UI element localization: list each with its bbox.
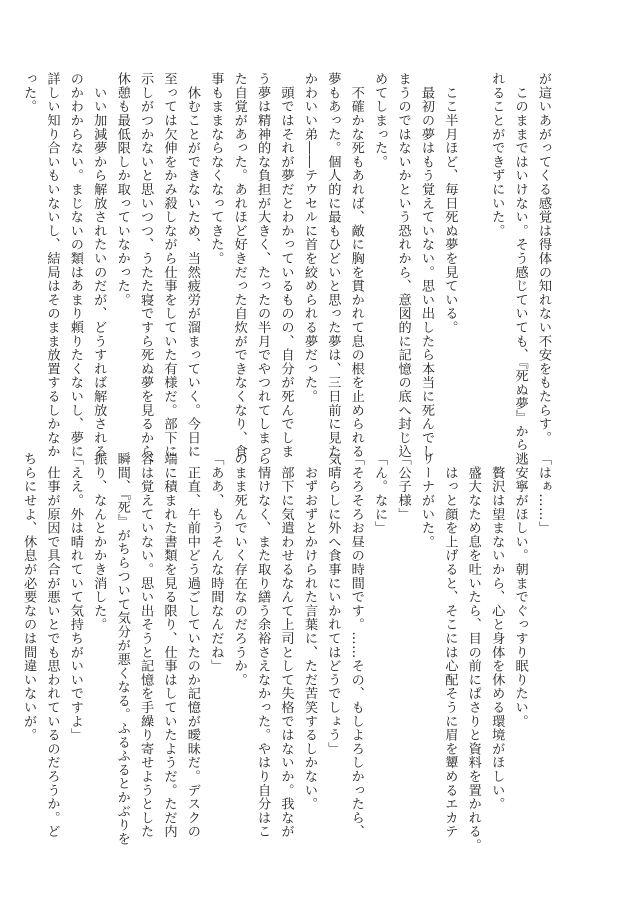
text-line: 事もままならなくなってきた。 (208, 72, 224, 266)
upper-text-block (17, 72, 555, 473)
lower-text-block (17, 452, 555, 853)
text-line: ここ半月ほど、毎日死ぬ夢を見ている。 (442, 72, 458, 335)
text-line: 不確かな死もあれば、敵に胸を貫かれて息の根を止められる (348, 72, 364, 459)
text-line: 仕事が原因で具合が悪いとでも思われているのだろうか。ど (44, 452, 60, 839)
text-line: はっと顔を上げると、そこには心配そうに眉を顰めるエカテ (442, 452, 458, 839)
text-line: 「公子様」 (395, 452, 411, 521)
text-line: 振り、なんとかかき消した。 (91, 452, 107, 632)
text-line: 安寧がほしい。朝までぐっすり眠りたい。 (512, 452, 528, 728)
text-line: 盛大なため息を吐いたら、目の前にぱさりと資料を置かれる。 (465, 452, 481, 853)
text-line: いい加減夢から解放されたいのだが、どうすれば解放される (91, 72, 107, 459)
text-line: のかわからない。まじないの類はあまり頼りたくないし、夢に (67, 72, 83, 459)
text-line: 瞬間、『死』がちらついて気分が悪くなる。ふるふるとかぶりを (114, 452, 130, 846)
text-line: 休むことができないため、当然疲労が溜まっていく。今日に (184, 72, 200, 459)
text-line: 頭ではそれが夢だとわかっているものの、自分が死んでしま (278, 72, 294, 459)
text-line: った。 (21, 72, 37, 114)
text-line: リーナがいた。 (418, 452, 434, 549)
text-line: 「ああ、もうそんな時間なんだね」 (208, 452, 224, 673)
text-line: 示しがつかないと思いつつ、うたた寝ですら死ぬ夢を見るから、 (138, 72, 154, 473)
text-line: 夢もあった。個人的に最もひどいと思った夢は、三日前に見た (325, 72, 341, 459)
text-line: 休憩も最低限しか取っていなかった。 (114, 72, 130, 307)
text-line: ら情けなく、また取り繕う余裕さえなかった。やはり自分はこ (255, 452, 271, 839)
text-line: 詳しい知り合いもいないし、結局はそのまま放置するしかなか (44, 72, 60, 459)
text-line: 正直、午前中どう過ごしていたのか記憶が曖昧だ。デスクの (184, 452, 200, 839)
text-line: れることができずにいた。 (489, 72, 505, 238)
text-line: 容は覚えていない。思い出そうと記憶を手繰り寄せようとした (138, 452, 154, 839)
text-line: ちらにせよ、休息が必要なのは間違いないが。 (21, 452, 37, 742)
text-line: このままではいけない。そう感じていても、『死ぬ夢』から逃 (512, 72, 528, 466)
text-line: おずおずとかけられた言葉に、ただ苦笑するしかない。 (301, 452, 317, 811)
text-line: 「ええ。外は晴れていて気持ちがいいですよ」 (67, 452, 83, 742)
text-line: 「そろそろお昼の時間です。……その、もしよろしかったら、 (348, 452, 364, 839)
text-line: た自覚があった。あれほど好きだった自炊ができなくなり、食 (231, 72, 247, 459)
text-line: 端に積まれた書類を見る限り、仕事はしていたようだ。ただ内 (161, 452, 177, 839)
text-line: めてしまった。 (372, 72, 388, 169)
text-line: 部下に気遣わせるなんて上司として失格ではないか。我なが (278, 452, 294, 839)
text-line: 気晴らしに外へ食事にいかれてはどうでしょう」 (325, 452, 341, 756)
text-line: まうのではないかという恐れから、意図的に記憶の底へ封じ込 (395, 72, 411, 459)
text-line: かわいい弟――テウセルに首を絞められる夢だった。 (301, 72, 317, 404)
text-line: 最初の夢はもう覚えていない。思い出したら本当に死んでし (418, 72, 434, 459)
text-line: が這いあがってくる感覚は得体の知れない不安をもたらす。 (536, 72, 551, 445)
text-line: 「ん。なに」 (372, 452, 388, 535)
text-line: 至っては欠伸をかみ殺しながら仕事をしていた有様だ。部下に (161, 72, 177, 459)
text-line: 「はぁ……」 (536, 452, 551, 535)
blank-line (461, 72, 484, 452)
text-line: う夢は精神的な負担が大きく、たったの半月でやつれてしまっ (255, 72, 271, 459)
text-line: 贅沢は望まないから、心と身体を休める環境がほしい。 (489, 452, 505, 811)
text-line: のまま死んでいく存在なのだろうか。 (231, 452, 247, 687)
